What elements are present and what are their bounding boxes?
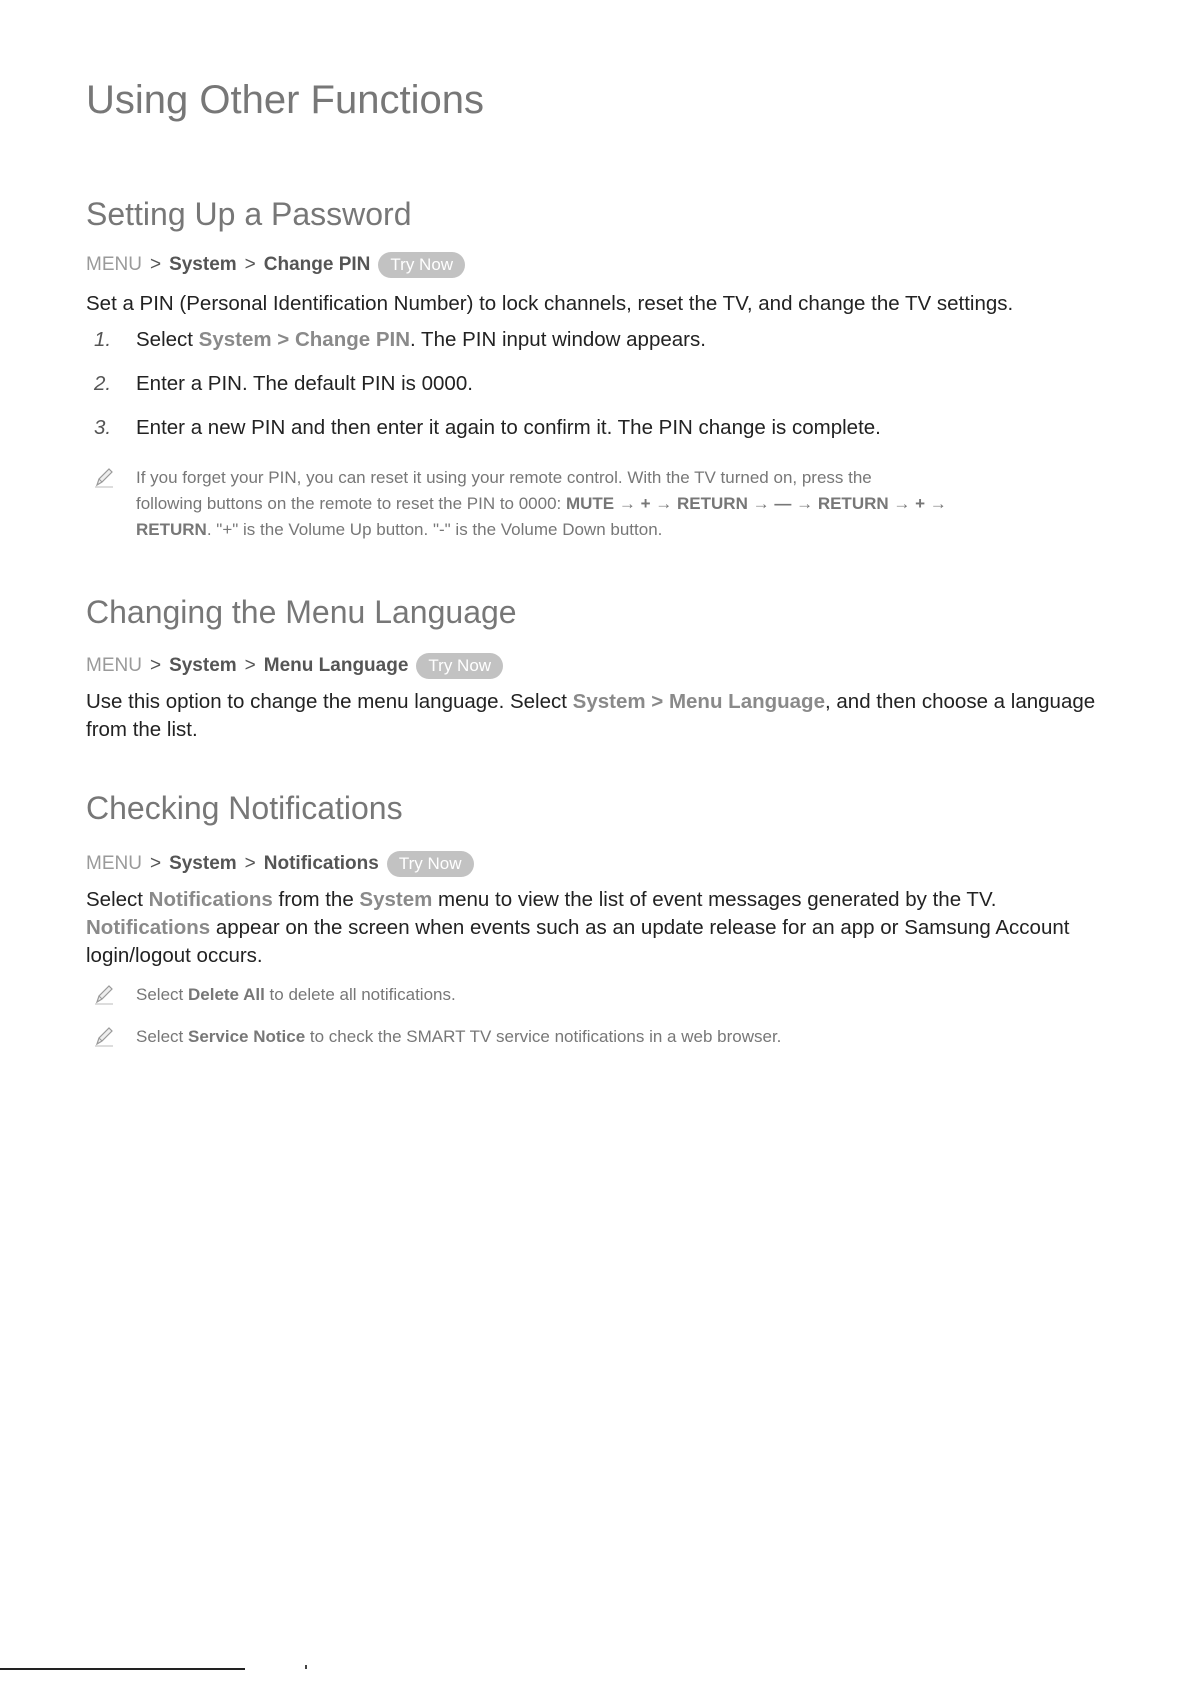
breadcrumb-change-pin-item: Change PIN: [263, 254, 371, 275]
note-text: Select Service Notice to check the SMART TV service notifications in a web browser.: [136, 1027, 782, 1046]
step-text: Enter a new PIN and then enter it again to confirm it. The PIN change is complete.: [136, 416, 881, 439]
step-2: [86, 372, 1106, 400]
breadcrumb-menu: MENU: [86, 655, 142, 676]
pencil-note-icon: [92, 1024, 116, 1048]
language-body: Use this option to change the menu language. Select System > Menu Language, and then choose a language from the list.: [86, 690, 1096, 741]
breadcrumb-separator: >: [149, 853, 162, 874]
note-service-notice: [86, 1024, 1126, 1052]
breadcrumb-system: System: [169, 254, 237, 275]
breadcrumb-menu-language: [86, 653, 503, 679]
notifications-body: Select Notifications from the System menu to view the list of event messages generated by the TV. Notifications appear on the screen when events such as an update release for an app or Samsung Account login/logout occurs.: [86, 888, 1070, 967]
pencil-note-icon: [92, 982, 116, 1006]
try-now-button[interactable]: Try Now: [387, 851, 474, 877]
breadcrumb-system: System: [169, 853, 237, 874]
step-1: [86, 328, 1106, 356]
note-text: Select Delete All to delete all notifications.: [136, 985, 456, 1004]
step-text: Enter a PIN. The default PIN is 0000.: [136, 372, 473, 395]
try-now-button[interactable]: Try Now: [416, 653, 503, 679]
step-text: Select System > Change PIN. The PIN input window appears.: [136, 328, 706, 351]
breadcrumb-separator: >: [149, 254, 162, 275]
step-number: 1.: [94, 328, 112, 351]
breadcrumb-system: System: [169, 655, 237, 676]
pencil-note-icon: [92, 465, 116, 489]
breadcrumb-notifications: [86, 851, 474, 877]
breadcrumb-menu: MENU: [86, 853, 142, 874]
try-now-button[interactable]: Try Now: [378, 252, 465, 278]
footer-mark: [305, 1665, 307, 1669]
section-heading-password: Setting Up a Password: [86, 196, 412, 232]
breadcrumb-separator: >: [244, 853, 256, 874]
note-delete-all: [86, 982, 1126, 1010]
breadcrumb-notifications-item: Notifications: [263, 853, 379, 874]
section-heading-notifications: Checking Notifications: [86, 790, 403, 826]
breadcrumb-separator: >: [244, 254, 256, 275]
step-number: 3.: [94, 416, 112, 439]
step-3: [86, 416, 1106, 444]
breadcrumb-separator: >: [244, 655, 256, 676]
note-reset-pin: [86, 465, 1126, 545]
breadcrumb-separator: >: [149, 655, 162, 676]
page-title: Using Other Functions: [86, 78, 484, 122]
section-heading-language: Changing the Menu Language: [86, 594, 517, 630]
note-text: If you forget your PIN, you can reset it using your remote control. With the TV turned on, press the following buttons on the remote to reset the PIN to 0000: MUTE → + → RETURN → — → RETURN → + → RETURN. "+" is the Volume Up button. "-" is the Volume Down button.: [136, 468, 947, 539]
breadcrumb-menu: MENU: [86, 254, 142, 275]
breadcrumb-change-pin: [86, 252, 465, 278]
breadcrumb-menu-language-item: Menu Language: [263, 655, 409, 676]
step-number: 2.: [94, 372, 112, 395]
password-intro: Set a PIN (Personal Identification Number) to lock channels, reset the TV, and change the TV settings.: [86, 292, 1014, 315]
footer-rule: [0, 1668, 245, 1670]
